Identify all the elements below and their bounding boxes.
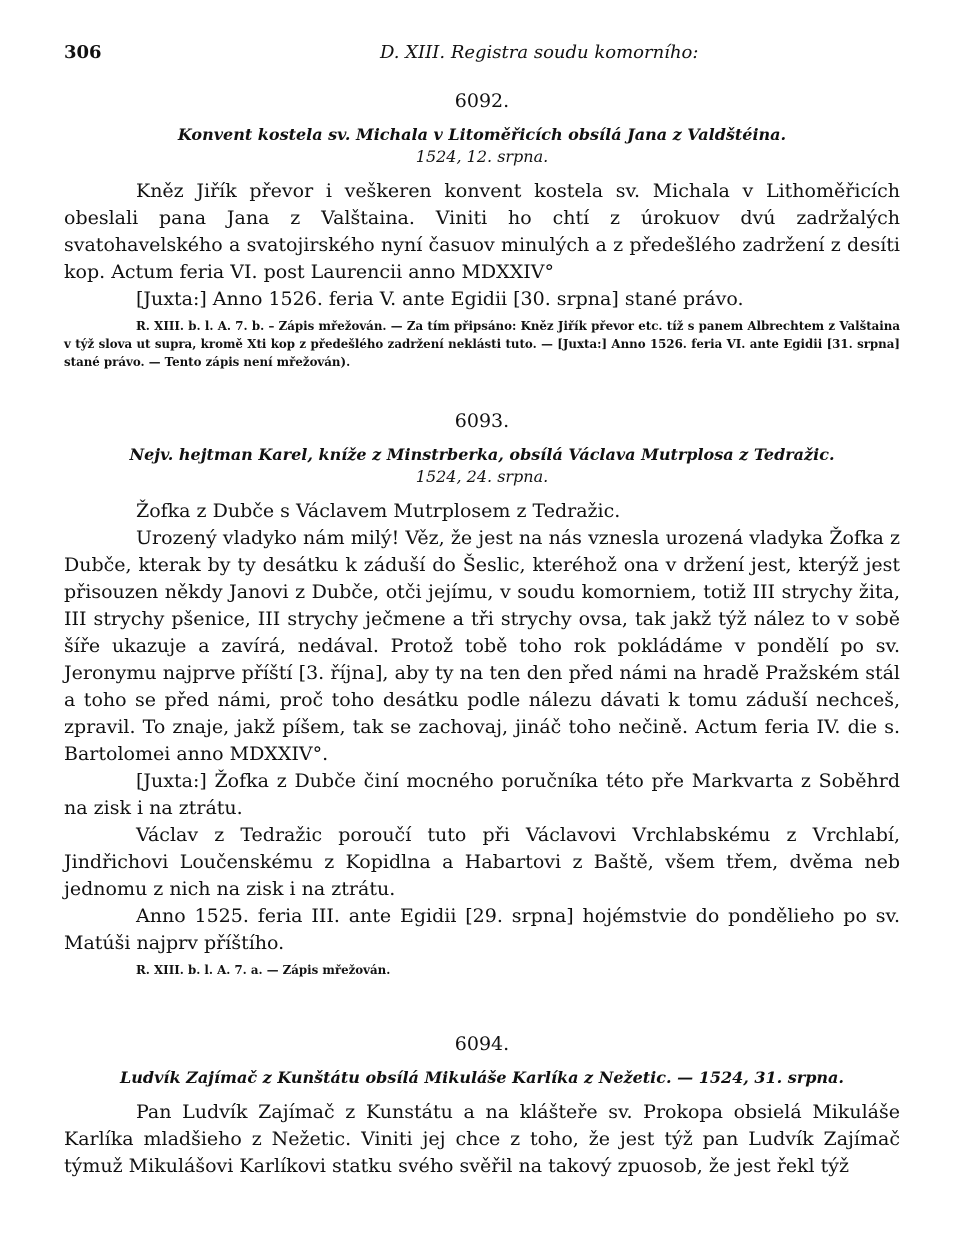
entry-paragraph: [Juxta:] Anno 1526. feria V. ante Egidii [30. srpna] stané právo. <box>136 288 744 310</box>
entry-paragraph: Václav z Tedražic poroučí tuto při Václavovi Vrchlabskému z Vrchlabí, Jindřichovi Loučenskému z Kopidlna a Habartovi z Baště, všem třem, dvěma neb jednomu z nich na zisk i na ztrátu. <box>64 824 900 900</box>
entry-paragraph: [Juxta:] Žofka z Dubče činí mocného poručníka této pře Markvarta z Soběhrd na zisk i na ztrátu. <box>64 770 900 819</box>
page-number: 306 <box>64 42 102 63</box>
entry-paragraph: Kněz Jiřík převor i veškeren konvent kostela sv. Michala v Lithoměřicích obeslali pana Jana z Valštaina. Viniti ho chtí z úrokuov dvú zadržalých svatohavelského a svatojirského nyní časuov minulých a z předešlého zadržení z desíti kop. Actum feria VI. post Laurencii anno MDXXIV° <box>64 180 900 283</box>
entry-heading: Konvent kostela sv. Michala v Litoměřicích obsílá Jana z Valdštéina. <box>177 125 787 144</box>
entry-6094 <box>64 1033 900 1180</box>
entry-6093 <box>64 410 900 979</box>
entry-date: 1524, 24. srpna. <box>415 467 549 486</box>
entry-paragraph: Pan Ludvík Zajímač z Kunstátu a na klášteře sv. Prokopa obsielá Mikuláše Karlíka mladšieho z Nežetic. Viniti jej chce z toho, že jest týž pan Ludvík Zajímač týmuž Mikulášovi Karlíkovi statku svého svěřil na takový zpuosob, že jest řekl týž <box>64 1101 900 1177</box>
entry-paragraph: Žofka z Dubče s Václavem Mutrplosem z Tedražic. <box>136 500 621 522</box>
archival-note: R. XIII. b. l. A. 7. a. — Zápis mřežován. <box>136 963 391 977</box>
running-header <box>64 42 900 68</box>
running-title: D. XIII. Registra soudu komorního: <box>380 42 699 63</box>
archival-note: R. XIII. b. l. A. 7. b. – Zápis mřežován. — Za tím připsáno: Kněz Jiřík převor etc. tíž s panem Albrechtem z Valštaina v týž slova ut supra, kromě Xti kop z předešlého zadržení neklásti tuto. — [Juxta:] Anno 1526. feria VI. ante Egidii [31. srpna] stané právo. — Tento zápis není mřežován). <box>64 319 900 369</box>
entry-paragraph: Urozený vladyko nám milý! Věz, že jest na nás vznesla urozená vladyka Žofka z Dubče, kterak by ty desátku k záduší do Šeslic, kteréhož ona v držení jest, kterýž jest přisouzen někdy Janovi z Dubče, otči jejímu, v soudu komorniem, totiž III strychy žita, III strychy pšenice, III strychy ječmene a tři strychy ovsa, tak jakž týž nález to v sobě šíře ukazuje a zavírá, nedával. Protož tobě toho rok pokládáme v pondělí po sv. Jeronymu najprve příští [3. října], aby ty na ten den před námi na hradě Pražském stál a toho se před námi, proč toho desátku podle nálezu dávati k tomu záduší nechceš, zpravil. To znaje, jakž píšem, tak se zachovaj, jináč toho nečině. Actum feria IV. die s. Bartolomei anno MDXXIV°. <box>64 527 900 765</box>
entry-date: 1524, 12. srpna. <box>415 147 549 166</box>
entry-number: 6092. <box>454 90 510 112</box>
entry-heading: Ludvík Zajímač z Kunštátu obsílá Mikuláše Karlíka z Nežetic. — 1524, 31. srpna. <box>120 1068 844 1087</box>
entry-number: 6094. <box>454 1033 510 1055</box>
entry-heading: Nejv. hejtman Karel, kníže z Minstrberka, obsílá Václava Mutrplosa z Tedražic. <box>129 445 835 464</box>
entry-paragraph: Anno 1525. feria III. ante Egidii [29. srpna] hojémstvie do pondělieho po sv. Matúši najprv příštího. <box>64 905 900 954</box>
entry-number: 6093. <box>454 410 510 432</box>
entry-6092 <box>64 90 900 371</box>
